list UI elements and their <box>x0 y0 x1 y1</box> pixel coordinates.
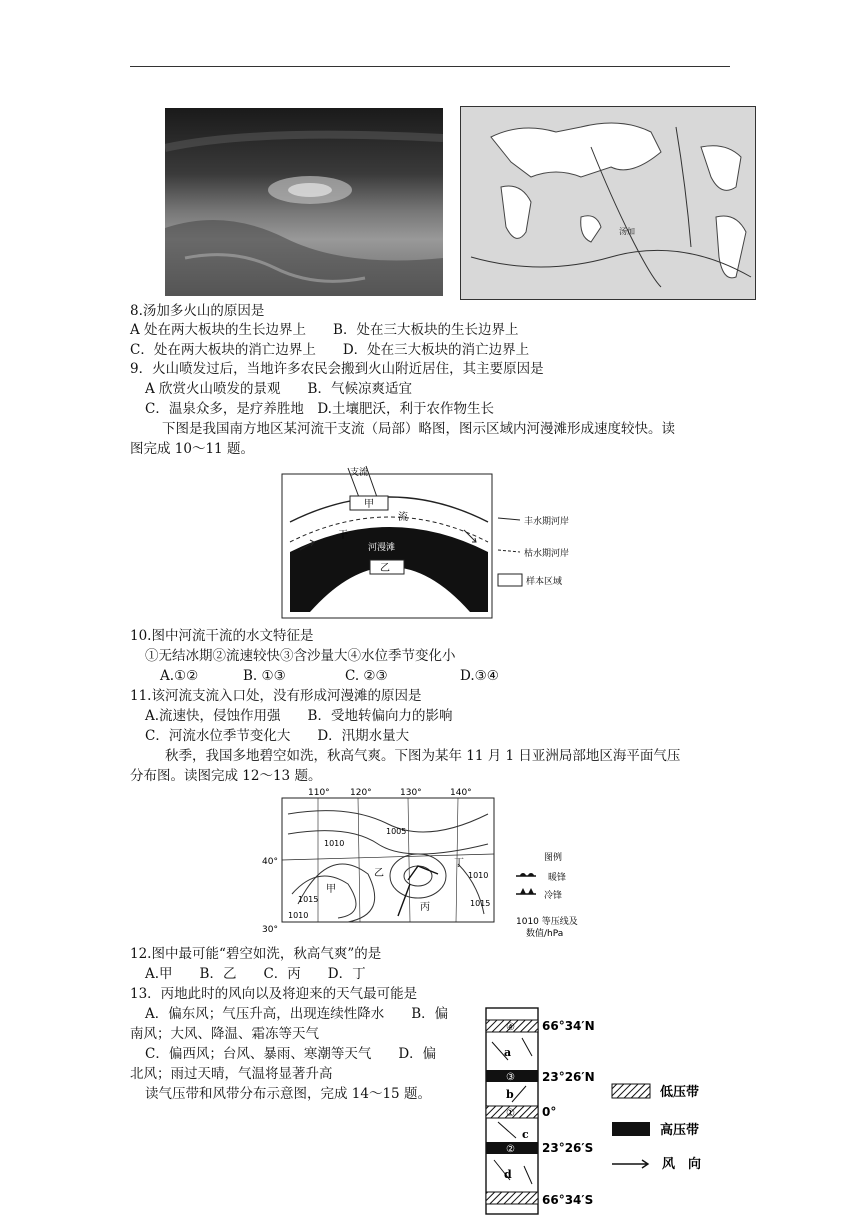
label-floodplain: 河漫滩 <box>368 543 396 553</box>
legend-title: 图例 <box>544 853 563 863</box>
q9-options-ab: A 欣赏火山喷发的景观 B．气候凉爽适宜 <box>145 381 412 397</box>
label-main-liu: 流 <box>398 512 408 523</box>
q13-line4: 北风；雨过天晴，气温将显著升高 <box>130 1066 333 1082</box>
wind-d: d <box>504 1168 512 1181</box>
wind-c: c <box>522 1128 529 1141</box>
q8-options-ab: A 处在两大板块的生长边界上 B．处在三大板块的生长边界上 <box>130 322 519 338</box>
q11-options-cd: C．河流水位季节变化大 D．汛期水量大 <box>145 728 410 744</box>
lat-23N: 23°26′N <box>542 1070 595 1084</box>
belt-3: ③ <box>506 1072 515 1083</box>
label-main-gan: 干 <box>338 530 348 541</box>
legend-dry-bank: 枯水期河岸 <box>524 549 570 559</box>
isobar-1005: 1005 <box>386 827 407 836</box>
intro-10-11-line1: 下图是我国南方地区某河流干支流（局部）略图，图示区域内河漫滩形成速度较快。读 <box>162 421 675 437</box>
q9-options-cd: C．温泉众多，是疗养胜地 D.土壤肥沃，利于农作物生长 <box>145 401 494 417</box>
q10-option-d: D.③④ <box>460 668 499 684</box>
belt-1: ① <box>506 1108 515 1119</box>
lat-66S: 66°34′S <box>542 1193 594 1207</box>
intro-12-13-line1: 秋季，我国多地碧空如洗，秋高气爽。下图为某年 11 月 1 日亚洲局部地区海平面气压 <box>165 748 681 764</box>
intro-10-11-line2: 图完成 10～11 题。 <box>130 441 254 457</box>
q11-stem: 11.该河流支流入口处，没有形成河漫滩的原因是 <box>130 688 422 704</box>
label-jia: 甲 <box>364 499 374 510</box>
q11-options-ab: A.流速快，侵蚀作用强 B．受地转偏向力的影响 <box>145 708 453 724</box>
wind-b: b <box>506 1088 514 1101</box>
q13-line1: A．偏东风；气压升高，出现连续性降水 B．偏 <box>145 1006 449 1022</box>
wind-a: a <box>504 1046 512 1059</box>
q13-stem: 13．丙地此时的风向以及将迎来的天气最可能是 <box>130 986 418 1002</box>
q12-stem: 12.图中最可能“碧空如洗，秋高气爽”的是 <box>130 946 382 962</box>
legend-warm-front: 暖锋 <box>548 873 567 883</box>
sea-level-pressure-map <box>258 784 618 940</box>
place-ding: 丁 <box>454 858 464 869</box>
q10-option-b: B. ①③ <box>243 668 286 684</box>
legend-sample: 样本区域 <box>526 577 563 587</box>
legend-isobar-1: 1010 等压线及 <box>516 917 578 927</box>
svg-text:汤加: 汤加 <box>619 227 635 236</box>
place-yi: 乙 <box>374 868 384 879</box>
legend-wind-direction: 风 向 <box>662 1157 702 1172</box>
lat-23S: 23°26′S <box>542 1141 594 1155</box>
river-floodplain-map <box>280 462 600 622</box>
lat-66N: 66°34′N <box>542 1019 595 1033</box>
lon-110: 110° <box>308 788 330 798</box>
header-rule <box>130 66 730 67</box>
lon-140: 140° <box>450 788 472 798</box>
isobar-1015-b: 1015 <box>470 899 491 908</box>
isobar-1010-a: 1010 <box>324 839 345 848</box>
lat-30: 30° <box>262 925 278 935</box>
lat-40: 40° <box>262 857 278 867</box>
place-jia: 甲 <box>326 884 336 895</box>
isobar-1010-b: 1010 <box>288 911 309 920</box>
isobar-1015-a: 1015 <box>298 895 319 904</box>
intro-14-15: 读气压带和风带分布示意图，完成 14～15 题。 <box>145 1086 431 1102</box>
lon-120: 120° <box>350 788 372 798</box>
intro-12-13-line2: 分布图。读图完成 12～13 题。 <box>130 768 322 784</box>
legend-high-pressure: 高压带 <box>660 1123 700 1138</box>
world-plate-map <box>460 106 756 300</box>
legend-cold-front: 冷锋 <box>544 891 563 901</box>
q8-options-cd: C．处在两大板块的消亡边界上 D．处在三大板块的消亡边界上 <box>130 342 530 358</box>
belt-4: ④ <box>506 1022 515 1033</box>
legend-low-pressure: 低压带 <box>660 1085 700 1100</box>
q10-stem: 10.图中河流干流的水文特征是 <box>130 628 314 644</box>
q10-option-a: A.①② <box>160 668 199 684</box>
q9-stem: 9．火山喷发过后，当地许多农民会搬到火山附近居住，其主要原因是 <box>130 361 544 377</box>
lat-0: 0° <box>542 1105 557 1119</box>
belt-2: ② <box>506 1144 515 1155</box>
q12-options: A.甲 B．乙 C．丙 D．丁 <box>145 966 366 982</box>
label-yi: 乙 <box>380 563 390 574</box>
legend-isobar-2: 数值/hPa <box>526 929 564 939</box>
place-bing: 丙 <box>420 902 430 913</box>
pressure-wind-belt-diagram <box>482 1006 742 1216</box>
volcano-satellite-photo <box>165 108 443 296</box>
q10-option-c: C. ②③ <box>345 668 388 684</box>
isobar-1010-c: 1010 <box>468 871 489 880</box>
label-branch: 支流 <box>350 468 369 478</box>
q13-line2: 南风；大风、降温、霜冻等天气 <box>130 1026 319 1042</box>
q10-features: ①无结冰期②流速较快③含沙量大④水位季节变化小 <box>145 648 456 664</box>
legend-flood-bank: 丰水期河岸 <box>524 517 570 527</box>
q8-stem: 8.汤加多火山的原因是 <box>130 303 265 319</box>
q13-line3: C．偏西风；台风、暴雨、寒潮等天气 D．偏 <box>145 1046 437 1062</box>
lon-130: 130° <box>400 788 422 798</box>
